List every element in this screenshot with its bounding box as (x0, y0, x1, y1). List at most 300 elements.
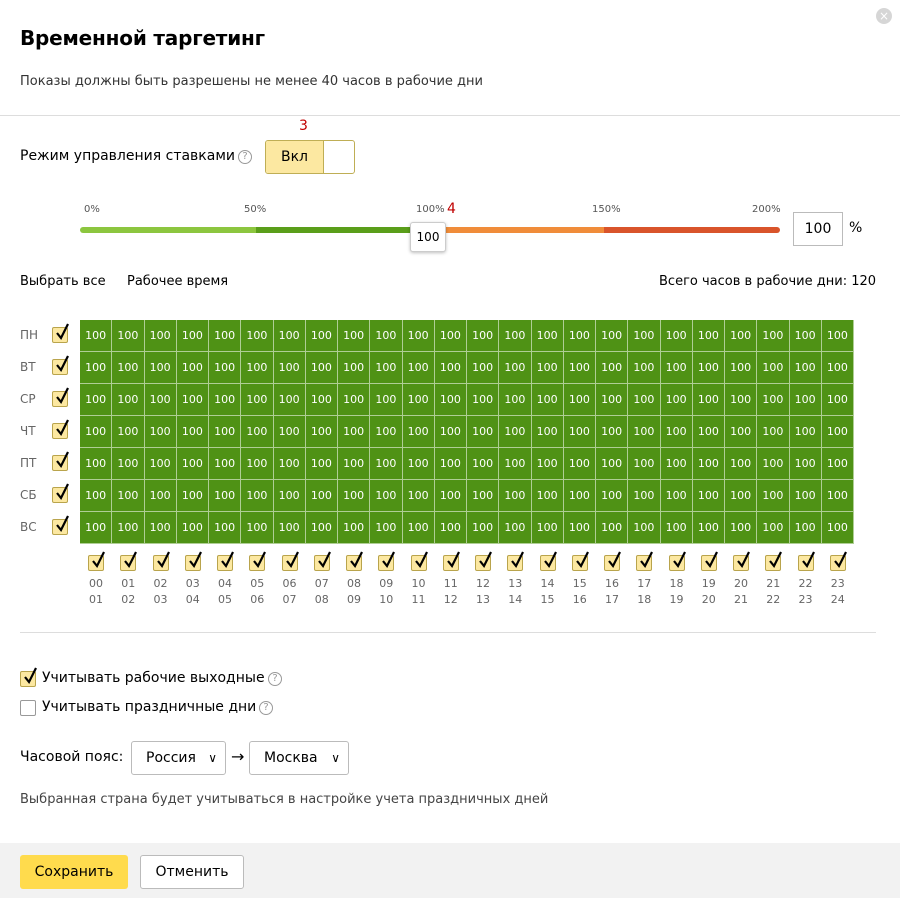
schedule-cell[interactable]: 100 (725, 416, 757, 448)
schedule-cell[interactable]: 100 (467, 448, 499, 480)
schedule-cell[interactable]: 100 (822, 416, 854, 448)
schedule-cell[interactable]: 100 (790, 448, 822, 480)
schedule-cell[interactable]: 100 (596, 384, 628, 416)
day-row (20, 480, 80, 512)
bid-percent-input[interactable]: 100 (793, 212, 843, 246)
slider-track-segment[interactable] (604, 227, 780, 233)
schedule-cell[interactable]: 100 (112, 448, 144, 480)
day-checkbox[interactable] (52, 423, 68, 439)
dialog-title: Временной таргетинг (20, 26, 265, 50)
schedule-cell[interactable]: 100 (177, 384, 209, 416)
timezone-label: Часовой пояс: (20, 749, 124, 765)
hour-checkbox[interactable] (249, 555, 265, 571)
hour-checkbox[interactable] (798, 555, 814, 571)
schedule-cell[interactable]: 100 (241, 480, 273, 512)
schedule-cell[interactable]: 100 (403, 320, 435, 352)
hour-checkbox[interactable] (282, 555, 298, 571)
schedule-cell[interactable]: 100 (112, 352, 144, 384)
hour-to-label: 22 (766, 593, 781, 606)
schedule-cell[interactable]: 100 (628, 320, 660, 352)
schedule-cell[interactable]: 100 (274, 416, 306, 448)
schedule-cell[interactable]: 100 (693, 512, 725, 544)
schedule-cell[interactable]: 100 (725, 320, 757, 352)
slider-tick-100: 100% (416, 204, 445, 215)
schedule-cell[interactable]: 100 (596, 448, 628, 480)
schedule-cell[interactable]: 100 (532, 480, 564, 512)
schedule-cell[interactable]: 100 (274, 320, 306, 352)
schedule-cell[interactable]: 100 (306, 352, 338, 384)
schedule-cell[interactable]: 100 (80, 448, 112, 480)
schedule-cell[interactable]: 100 (370, 320, 402, 352)
hour-checkbox[interactable] (765, 555, 781, 571)
hour-checkbox[interactable] (346, 555, 362, 571)
day-label: ВС (20, 520, 37, 534)
hour-checkbox[interactable] (604, 555, 620, 571)
schedule-cell[interactable]: 100 (757, 480, 789, 512)
schedule-cell[interactable]: 100 (499, 448, 531, 480)
schedule-cell[interactable]: 100 (628, 512, 660, 544)
hour-from-label: 04 (218, 577, 232, 590)
schedule-cell[interactable]: 100 (564, 480, 596, 512)
schedule-cell[interactable]: 100 (370, 448, 402, 480)
schedule-cell[interactable]: 100 (693, 320, 725, 352)
schedule-cell[interactable]: 100 (338, 352, 370, 384)
schedule-cell[interactable]: 100 (370, 352, 402, 384)
schedule-cell[interactable]: 100 (177, 480, 209, 512)
hour-checkbox[interactable] (153, 555, 169, 571)
hour-checkbox[interactable] (443, 555, 459, 571)
annotation-3: 3 (299, 118, 308, 134)
hour-from-label: 05 (250, 577, 265, 590)
hour-from-label: 15 (572, 577, 587, 590)
schedule-cell[interactable]: 100 (435, 384, 467, 416)
schedule-cell[interactable]: 100 (596, 320, 628, 352)
schedule-cell[interactable]: 100 (822, 480, 854, 512)
schedule-cell[interactable]: 100 (790, 480, 822, 512)
schedule-cell[interactable]: 100 (274, 512, 306, 544)
schedule-cell[interactable]: 100 (80, 416, 112, 448)
schedule-cell[interactable]: 100 (499, 480, 531, 512)
arrow-right-icon: → (231, 747, 245, 766)
schedule-cell[interactable]: 100 (757, 448, 789, 480)
hour-to-label: 01 (89, 593, 103, 606)
hour-to-label: 06 (250, 593, 265, 606)
country-value: Россия (146, 750, 196, 766)
country-select[interactable] (131, 741, 226, 775)
checkbox[interactable] (20, 700, 36, 716)
schedule-cell[interactable]: 100 (145, 480, 177, 512)
schedule-cell[interactable]: 100 (564, 512, 596, 544)
hour-from-label: 20 (734, 577, 748, 590)
schedule-cell[interactable]: 100 (757, 384, 789, 416)
schedule-cell[interactable]: 100 (467, 416, 499, 448)
schedule-cell[interactable]: 100 (790, 416, 822, 448)
hour-column (80, 555, 112, 611)
hour-checkbox[interactable] (475, 555, 491, 571)
hour-checkbox[interactable] (217, 555, 233, 571)
schedule-cell[interactable]: 100 (499, 384, 531, 416)
schedule-cell[interactable]: 100 (822, 352, 854, 384)
hour-to-label: 04 (185, 593, 200, 606)
slider-tick-150: 150% (592, 204, 621, 215)
schedule-cell[interactable]: 100 (306, 480, 338, 512)
hour-checkbox[interactable] (669, 555, 685, 571)
schedule-cell[interactable]: 100 (80, 320, 112, 352)
schedule-cell[interactable]: 100 (532, 448, 564, 480)
schedule-cell[interactable]: 100 (306, 416, 338, 448)
day-checkbox[interactable] (52, 455, 68, 471)
schedule-cell[interactable]: 100 (306, 512, 338, 544)
schedule-cell[interactable]: 100 (145, 320, 177, 352)
schedule-cell[interactable]: 100 (499, 352, 531, 384)
schedule-cell[interactable]: 100 (467, 512, 499, 544)
schedule-cell[interactable]: 100 (435, 352, 467, 384)
schedule-cell[interactable]: 100 (177, 448, 209, 480)
schedule-cell[interactable]: 100 (112, 512, 144, 544)
schedule-cell[interactable]: 100 (499, 512, 531, 544)
city-select[interactable] (249, 741, 349, 775)
hour-column (532, 555, 564, 611)
schedule-cell[interactable]: 100 (435, 512, 467, 544)
schedule-cell[interactable]: 100 (241, 512, 273, 544)
hour-column (757, 555, 789, 611)
checkbox[interactable] (20, 671, 36, 687)
schedule-cell[interactable]: 100 (306, 384, 338, 416)
hour-checkbox[interactable] (636, 555, 652, 571)
hour-column (693, 555, 725, 611)
schedule-cell[interactable]: 100 (693, 448, 725, 480)
schedule-cell[interactable]: 100 (725, 352, 757, 384)
schedule-cell[interactable]: 100 (661, 352, 693, 384)
schedule-cell[interactable]: 100 (80, 352, 112, 384)
schedule-cell[interactable]: 100 (499, 416, 531, 448)
schedule-cell[interactable]: 100 (403, 448, 435, 480)
schedule-cell[interactable]: 100 (112, 416, 144, 448)
hour-to-label: 11 (411, 593, 426, 606)
help-icon[interactable]: ? (268, 672, 282, 686)
schedule-cell[interactable]: 100 (661, 480, 693, 512)
schedule-cell[interactable]: 100 (274, 384, 306, 416)
hour-checkbox[interactable] (540, 555, 556, 571)
day-row (20, 416, 80, 448)
hour-from-label: 06 (282, 577, 297, 590)
hour-checkbox[interactable] (88, 555, 104, 571)
schedule-cell[interactable]: 100 (661, 512, 693, 544)
hour-from-label: 09 (379, 577, 394, 590)
day-row (20, 448, 80, 480)
schedule-cell[interactable]: 100 (822, 320, 854, 352)
schedule-cell[interactable]: 100 (274, 480, 306, 512)
schedule-cell[interactable]: 100 (177, 320, 209, 352)
day-row (20, 512, 80, 544)
schedule-cell[interactable]: 100 (725, 512, 757, 544)
schedule-cell[interactable]: 100 (403, 416, 435, 448)
schedule-cell[interactable]: 100 (241, 320, 273, 352)
bid-mode-label (20, 148, 248, 164)
schedule-cell[interactable]: 100 (370, 416, 402, 448)
cancel-button[interactable]: Отменить (140, 855, 244, 889)
slider-track-segment[interactable] (80, 227, 258, 233)
schedule-cell[interactable]: 100 (790, 384, 822, 416)
hour-checkbox[interactable] (701, 555, 717, 571)
hour-to-label: 05 (218, 593, 232, 606)
schedule-cell[interactable]: 100 (467, 384, 499, 416)
day-row (20, 320, 80, 352)
hour-to-label: 14 (508, 593, 523, 606)
hour-checkbox[interactable] (507, 555, 523, 571)
schedule-cell[interactable]: 100 (435, 448, 467, 480)
schedule-cell[interactable]: 100 (403, 480, 435, 512)
schedule-cell[interactable]: 100 (177, 512, 209, 544)
chevron-down-icon: ∨ (208, 751, 217, 765)
schedule-cell[interactable]: 100 (661, 384, 693, 416)
schedule-cell[interactable]: 100 (338, 384, 370, 416)
hour-column (370, 555, 402, 611)
schedule-cell[interactable]: 100 (370, 384, 402, 416)
city-value: Москва (264, 750, 318, 766)
schedule-cell[interactable]: 100 (435, 480, 467, 512)
total-hours-value: 120 (851, 274, 877, 289)
slider-tick-50: 50% (244, 204, 267, 215)
schedule-cell[interactable]: 100 (467, 320, 499, 352)
schedule-cell[interactable]: 100 (209, 384, 241, 416)
schedule-cell[interactable]: 100 (370, 480, 402, 512)
help-icon[interactable]: ? (259, 701, 273, 715)
hour-column (403, 555, 435, 611)
hour-from-label: 14 (540, 577, 555, 590)
hour-column (725, 555, 757, 611)
schedule-cell[interactable]: 100 (757, 352, 789, 384)
schedule-cell[interactable]: 100 (112, 384, 144, 416)
hour-column (209, 555, 241, 611)
footer-bar (0, 843, 900, 898)
schedule-cell[interactable]: 100 (80, 512, 112, 544)
select-all-link[interactable]: Выбрать все (20, 274, 106, 289)
schedule-cell[interactable]: 100 (757, 320, 789, 352)
schedule-cell[interactable]: 100 (338, 416, 370, 448)
day-checkbox[interactable] (52, 519, 68, 535)
schedule-cell[interactable]: 100 (693, 352, 725, 384)
schedule-grid[interactable] (80, 320, 854, 544)
hour-checkbox[interactable] (120, 555, 136, 571)
schedule-cell[interactable]: 100 (274, 352, 306, 384)
save-button[interactable]: Сохранить (20, 855, 128, 889)
hour-checkbox[interactable] (411, 555, 427, 571)
schedule-cell[interactable]: 100 (241, 384, 273, 416)
schedule-cell[interactable]: 100 (338, 448, 370, 480)
hour-column (790, 555, 822, 611)
work-time-link[interactable]: Рабочее время (127, 274, 229, 289)
hour-from-label: 07 (314, 577, 329, 590)
schedule-cell[interactable]: 100 (177, 416, 209, 448)
hour-from-label: 17 (637, 577, 652, 590)
schedule-cell[interactable]: 100 (80, 480, 112, 512)
hour-column (822, 555, 854, 611)
day-checkbox[interactable] (52, 487, 68, 503)
schedule-cell[interactable]: 100 (693, 480, 725, 512)
holidays-label: Учитывать праздничные дни (42, 699, 257, 715)
hour-checkbox[interactable] (830, 555, 846, 571)
schedule-cell[interactable]: 100 (693, 384, 725, 416)
schedule-cell[interactable]: 100 (628, 352, 660, 384)
schedule-cell[interactable]: 100 (467, 480, 499, 512)
schedule-cell[interactable]: 100 (757, 416, 789, 448)
schedule-cell[interactable]: 100 (112, 480, 144, 512)
schedule-cell[interactable]: 100 (564, 384, 596, 416)
schedule-cell[interactable]: 100 (532, 320, 564, 352)
schedule-cell[interactable]: 100 (306, 320, 338, 352)
schedule-cell[interactable]: 100 (145, 416, 177, 448)
hour-from-label: 12 (476, 577, 490, 590)
schedule-cell[interactable]: 100 (661, 448, 693, 480)
dialog-subtitle: Показы должны быть разрешены не менее 40 часов в рабочие дни (20, 74, 483, 89)
schedule-cell[interactable]: 100 (628, 416, 660, 448)
schedule-cell[interactable]: 100 (112, 320, 144, 352)
schedule-cell[interactable]: 100 (338, 320, 370, 352)
hour-from-label: 03 (185, 577, 200, 590)
hour-to-label: 08 (314, 593, 329, 606)
hour-from-label: 11 (443, 577, 458, 590)
hour-to-label: 12 (443, 593, 458, 606)
schedule-cell[interactable]: 100 (564, 352, 596, 384)
close-icon[interactable]: × (876, 8, 892, 24)
schedule-cell[interactable]: 100 (596, 480, 628, 512)
schedule-cell[interactable]: 100 (725, 448, 757, 480)
schedule-cell[interactable]: 100 (757, 512, 789, 544)
hour-checkbox[interactable] (733, 555, 749, 571)
schedule-cell[interactable]: 100 (209, 352, 241, 384)
schedule-cell[interactable]: 100 (628, 448, 660, 480)
schedule-cell[interactable]: 100 (790, 320, 822, 352)
hour-column (564, 555, 596, 611)
schedule-cell[interactable]: 100 (790, 352, 822, 384)
schedule-cell[interactable]: 100 (532, 416, 564, 448)
schedule-cell[interactable]: 100 (435, 416, 467, 448)
hour-column (661, 555, 693, 611)
schedule-cell[interactable]: 100 (467, 352, 499, 384)
schedule-cell[interactable]: 100 (661, 416, 693, 448)
slider-tick-0: 0% (84, 204, 100, 215)
schedule-cell[interactable]: 100 (564, 448, 596, 480)
schedule-cell[interactable]: 100 (725, 480, 757, 512)
hour-column (306, 555, 338, 611)
schedule-cell[interactable]: 100 (532, 352, 564, 384)
schedule-cell[interactable]: 100 (241, 416, 273, 448)
schedule-cell[interactable]: 100 (661, 320, 693, 352)
hour-column (338, 555, 370, 611)
hour-to-label: 15 (540, 593, 555, 606)
schedule-cell[interactable]: 100 (145, 384, 177, 416)
day-checkbox[interactable] (52, 391, 68, 407)
hour-from-label: 22 (798, 577, 813, 590)
schedule-cell[interactable]: 100 (177, 352, 209, 384)
schedule-cell[interactable]: 100 (596, 416, 628, 448)
schedule-cell[interactable]: 100 (532, 384, 564, 416)
schedule-cell[interactable]: 100 (209, 416, 241, 448)
hour-to-label: 19 (669, 593, 684, 606)
schedule-cell[interactable]: 100 (403, 512, 435, 544)
schedule-cell[interactable]: 100 (596, 352, 628, 384)
hour-column (241, 555, 273, 611)
schedule-cell[interactable]: 100 (338, 480, 370, 512)
schedule-cell[interactable]: 100 (306, 448, 338, 480)
schedule-cell[interactable]: 100 (338, 512, 370, 544)
hour-checkbox[interactable] (572, 555, 588, 571)
slider-track-segment[interactable] (256, 227, 432, 233)
hour-from-label: 18 (669, 577, 684, 590)
day-checkbox[interactable] (52, 359, 68, 375)
hour-from-label: 13 (508, 577, 523, 590)
percent-unit: % (849, 220, 863, 236)
schedule-cell[interactable]: 100 (403, 384, 435, 416)
day-checkbox[interactable] (52, 327, 68, 343)
schedule-cell[interactable]: 100 (564, 320, 596, 352)
schedule-cell[interactable]: 100 (499, 320, 531, 352)
schedule-cell[interactable]: 100 (628, 480, 660, 512)
schedule-cell[interactable]: 100 (822, 512, 854, 544)
hour-column (435, 555, 467, 611)
hour-to-label: 10 (379, 593, 394, 606)
schedule-cell[interactable]: 100 (209, 480, 241, 512)
schedule-cell[interactable]: 100 (403, 352, 435, 384)
bid-mode-text: Режим управления ставками (20, 148, 235, 164)
schedule-cell[interactable]: 100 (693, 416, 725, 448)
schedule-cell[interactable]: 100 (145, 512, 177, 544)
schedule-cell[interactable]: 100 (274, 448, 306, 480)
schedule-cell[interactable]: 100 (435, 320, 467, 352)
toggle-on-label: Вкл (266, 141, 324, 173)
day-label: ЧТ (20, 424, 36, 438)
help-icon[interactable]: ? (238, 150, 252, 164)
schedule-cell[interactable]: 100 (209, 448, 241, 480)
hour-to-label: 16 (572, 593, 587, 606)
hour-checkbox[interactable] (378, 555, 394, 571)
hour-from-label: 01 (121, 577, 136, 590)
hour-to-label: 18 (637, 593, 652, 606)
schedule-cell[interactable]: 100 (628, 384, 660, 416)
slider-thumb[interactable]: 100 (410, 222, 446, 252)
hour-checkbox[interactable] (314, 555, 330, 571)
bid-mode-toggle[interactable] (265, 140, 355, 174)
hour-from-label: 00 (89, 577, 103, 590)
day-row (20, 384, 80, 416)
day-row (20, 352, 80, 384)
hour-column (596, 555, 628, 611)
schedule-cell[interactable]: 100 (532, 512, 564, 544)
slider-track-segment[interactable] (430, 227, 606, 233)
hour-to-label: 03 (153, 593, 168, 606)
schedule-cell[interactable]: 100 (241, 448, 273, 480)
schedule-cell[interactable]: 100 (145, 448, 177, 480)
schedule-cell[interactable]: 100 (209, 512, 241, 544)
hour-column (112, 555, 144, 611)
hour-from-label: 19 (701, 577, 716, 590)
schedule-cell[interactable]: 100 (790, 512, 822, 544)
schedule-cell[interactable]: 100 (80, 384, 112, 416)
schedule-cell[interactable]: 100 (209, 320, 241, 352)
schedule-cell[interactable]: 100 (822, 448, 854, 480)
schedule-cell[interactable]: 100 (145, 352, 177, 384)
schedule-cell[interactable]: 100 (725, 384, 757, 416)
schedule-cell[interactable]: 100 (564, 416, 596, 448)
schedule-cell[interactable]: 100 (241, 352, 273, 384)
hour-checkbox[interactable] (185, 555, 201, 571)
schedule-cell[interactable]: 100 (596, 512, 628, 544)
schedule-cell[interactable]: 100 (822, 384, 854, 416)
hour-from-label: 02 (153, 577, 168, 590)
hour-to-label: 20 (701, 593, 716, 606)
schedule-cell[interactable]: 100 (370, 512, 402, 544)
